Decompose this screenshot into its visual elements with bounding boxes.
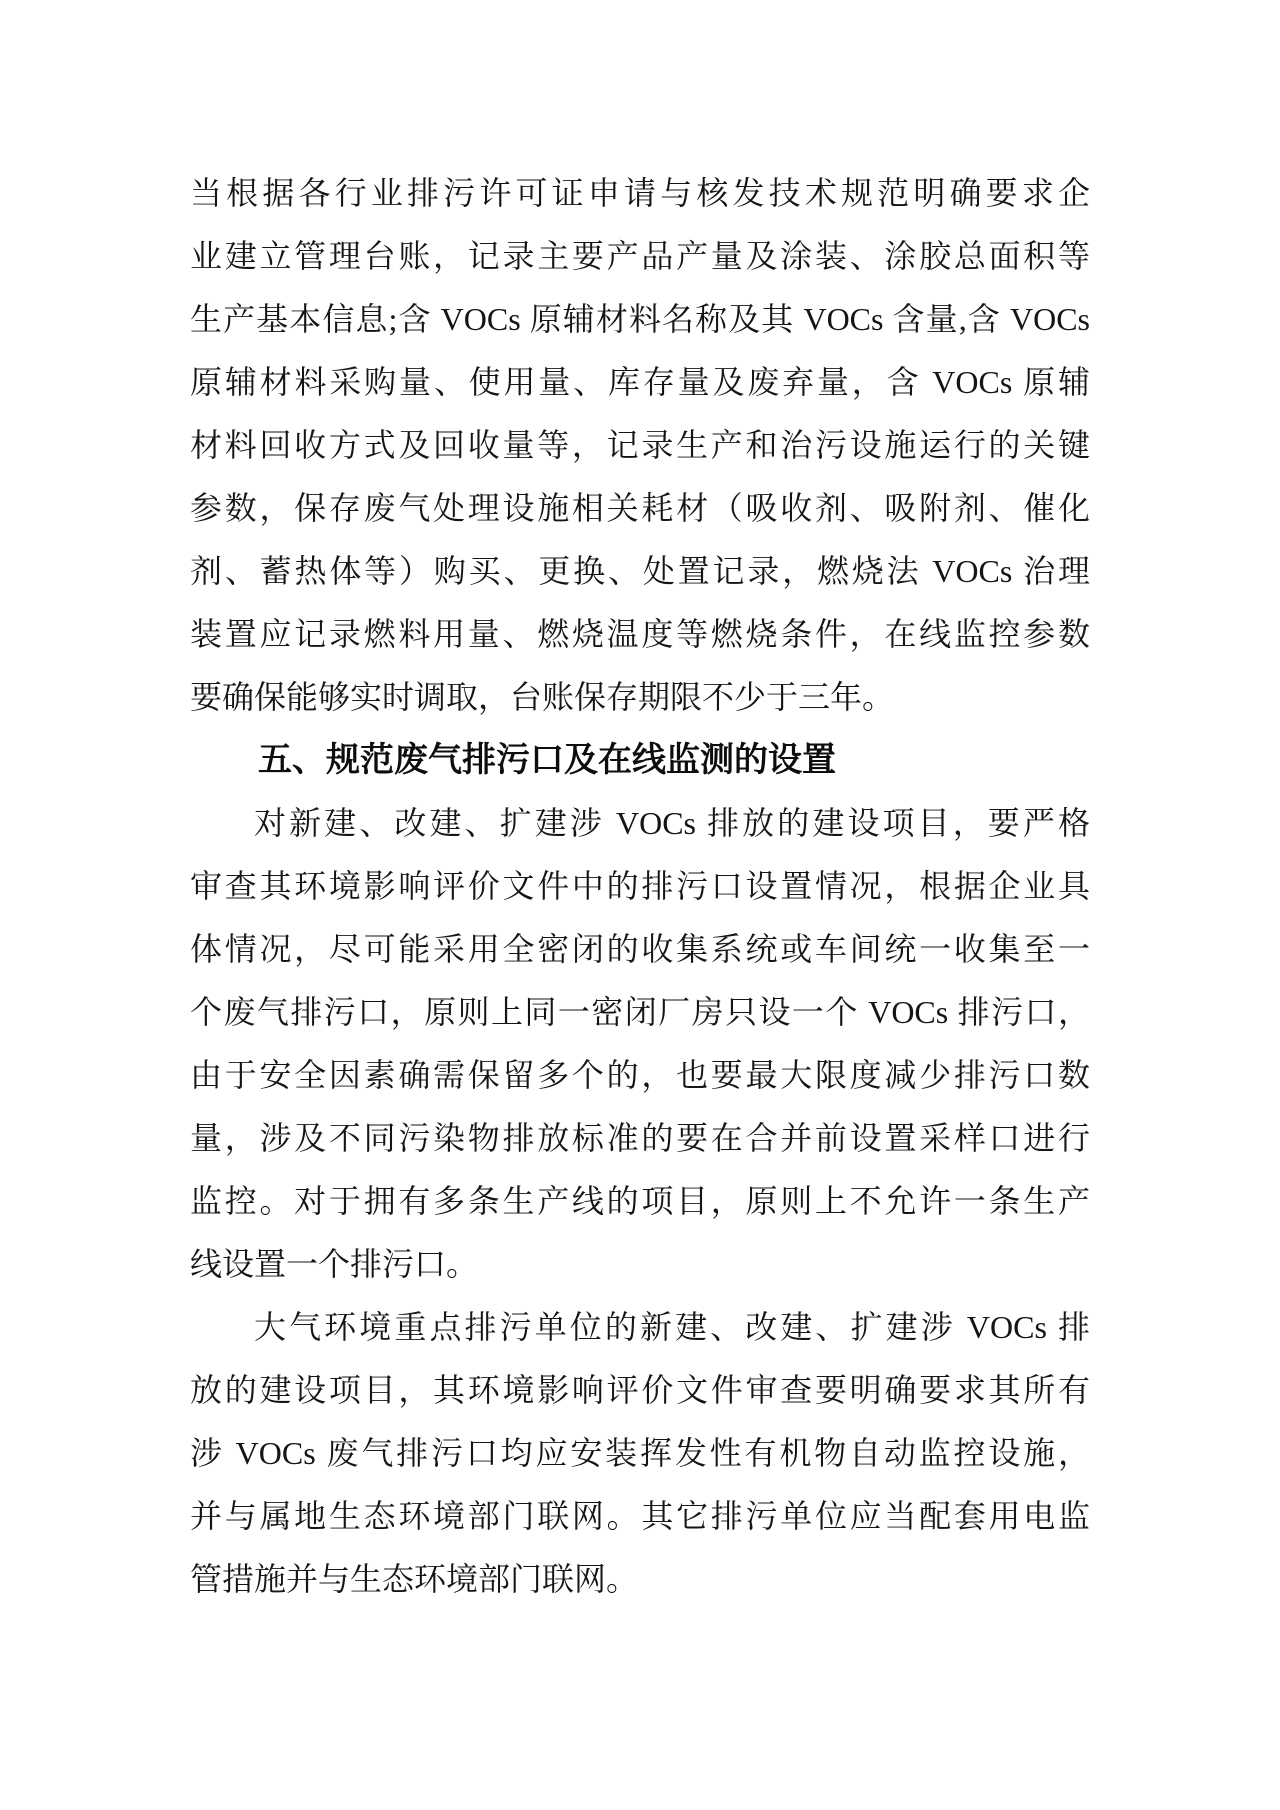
body-text-line: 管措施并与生态环境部门联网。: [190, 1561, 639, 1597]
body-text-line: 体情况，尽可能采用全密闭的收集系统或车间统一收集至一: [190, 931, 1090, 967]
body-text-line: 监控。对于拥有多条生产线的项目，原则上不允许一条生产: [190, 1183, 1090, 1219]
body-text-line: 业建立管理台账，记录主要产品产量及涂装、涂胶总面积等: [190, 238, 1090, 274]
body-text-line: 要确保能够实时调取，台账保存期限不少于三年。: [190, 679, 895, 715]
body-text-line: 参数，保存废气处理设施相关耗材（吸收剂、吸附剂、催化: [190, 490, 1090, 526]
body-text-line: 放的建设项目，其环境影响评价文件审查要明确要求其所有: [190, 1372, 1090, 1408]
body-text-line: 线设置一个排污口。: [190, 1246, 479, 1282]
body-text-line: 装置应记录燃料用量、燃烧温度等燃烧条件，在线监控参数: [190, 616, 1090, 652]
document-text-block: [190, 162, 1090, 1611]
body-text-line: 个废气排污口，原则上同一密闭厂房只设一个 VOCs 排污口，: [190, 994, 1090, 1030]
body-text-line: 原辅材料采购量、使用量、库存量及废弃量，含 VOCs 原辅: [190, 364, 1090, 400]
body-text-line: 量，涉及不同污染物排放标准的要在合并前设置采样口进行: [190, 1120, 1090, 1156]
body-text-line: 审查其环境影响评价文件中的排污口设置情况，根据企业具: [190, 868, 1090, 904]
body-text-line: 剂、蓄热体等）购买、更换、处置记录，燃烧法 VOCs 治理: [190, 553, 1090, 589]
body-text-line: 当根据各行业排污许可证申请与核发技术规范明确要求企: [190, 175, 1090, 211]
body-text-line: 材料回收方式及回收量等，记录生产和治污设施运行的关键: [190, 427, 1090, 463]
body-text-line: 生产基本信息;含 VOCs 原辅材料名称及其 VOCs 含量,含 VOCs: [190, 301, 1090, 337]
body-text-line: 涉 VOCs 废气排污口均应安装挥发性有机物自动监控设施，: [190, 1435, 1090, 1471]
body-text-line: 由于安全因素确需保留多个的，也要最大限度减少排污口数: [190, 1057, 1090, 1093]
body-text-line: 并与属地生态环境部门联网。其它排污单位应当配套用电监: [190, 1498, 1090, 1534]
body-text-line: 大气环境重点排污单位的新建、改建、扩建涉 VOCs 排: [254, 1309, 1090, 1345]
body-text-line: 对新建、改建、扩建涉 VOCs 排放的建设项目，要严格: [254, 805, 1090, 841]
section-heading: 五、规范废气排污口及在线监测的设置: [258, 741, 836, 779]
